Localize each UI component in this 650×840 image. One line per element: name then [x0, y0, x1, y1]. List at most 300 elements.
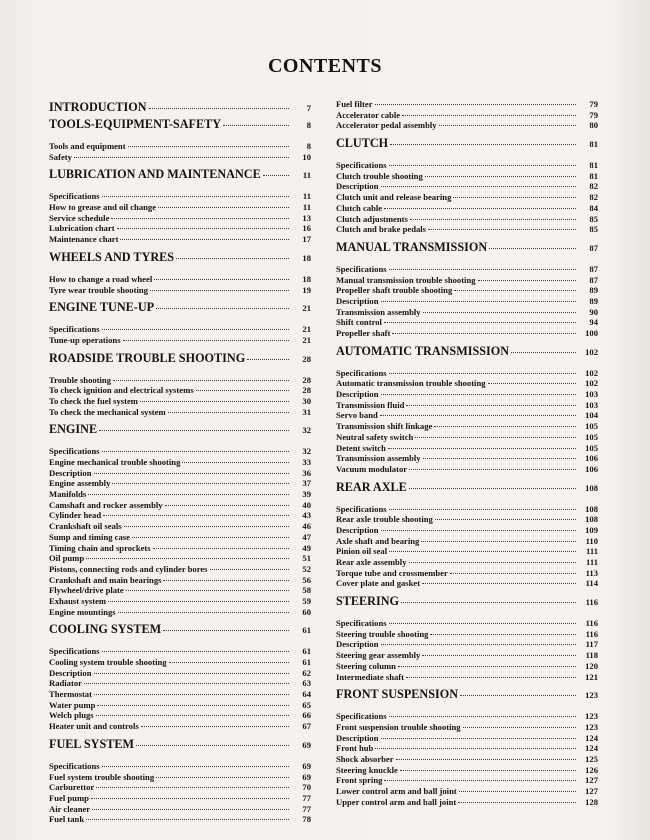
toc-section-heading [336, 135, 598, 152]
dot-leader [120, 239, 289, 240]
section-title: ENGINE [49, 422, 98, 437]
page-number: 105 [585, 421, 598, 432]
dot-leader [459, 791, 576, 792]
page-number: 80 [589, 120, 598, 131]
toc-entry [336, 410, 598, 421]
entry-label: Shock absorber [336, 753, 394, 764]
dot-leader [196, 390, 289, 391]
page-number: 60 [302, 606, 311, 617]
toc-section-heading [336, 686, 598, 703]
toc-section-heading [49, 350, 311, 367]
dot-leader [156, 777, 289, 778]
entry-label: Crankshaft oil seals [49, 521, 122, 532]
entry-label: Clutch cable [336, 202, 383, 213]
dot-leader [388, 448, 576, 449]
dot-leader [384, 780, 576, 781]
page-number: 102 [585, 378, 598, 389]
page-number: 127 [585, 775, 598, 786]
dot-leader [149, 108, 289, 109]
dot-leader [381, 186, 577, 187]
page-number: 124 [585, 743, 598, 754]
toc-entry [336, 328, 598, 339]
page-number: 89 [589, 295, 598, 306]
toc-entry [49, 793, 311, 804]
entry-label: Transmission assembly [336, 306, 421, 317]
page-number: 81 [589, 170, 598, 181]
dot-leader [210, 569, 289, 570]
toc-section-heading [49, 299, 311, 316]
toc-column-right [336, 99, 598, 807]
page-number: 106 [585, 463, 598, 474]
section-title: REAR AXLE [336, 479, 407, 494]
dot-leader [88, 494, 289, 495]
toc-entry [336, 629, 598, 640]
page-number: 125 [585, 753, 598, 764]
section-title: WHEELS AND TYRES [49, 249, 175, 264]
entry-label: Tune-up operations [49, 334, 121, 345]
section-title: FUEL SYSTEM [49, 736, 134, 751]
dot-leader [103, 515, 289, 516]
entry-label: Lubrication chart [49, 223, 115, 234]
toc-entry [336, 464, 598, 475]
page-number: 126 [585, 764, 598, 775]
entry-label: Clutch unit and release bearing [336, 192, 452, 203]
toc-entry [49, 710, 311, 721]
dot-leader [182, 462, 289, 463]
dot-leader [94, 694, 289, 695]
section-title: TOOLS-EQUIPMENT-SAFETY [49, 117, 222, 131]
dot-leader [126, 590, 289, 591]
toc-entry [336, 443, 598, 454]
entry-label: Shift control [336, 317, 382, 328]
entry-label: Fuel filter [336, 99, 373, 109]
entry-label: Description [336, 639, 379, 650]
toc-entry [49, 646, 311, 657]
toc-entry [336, 368, 598, 379]
dot-leader [406, 677, 576, 678]
page-number: 128 [585, 796, 598, 807]
section-title: INTRODUCTION [49, 100, 147, 114]
dot-leader [74, 157, 289, 158]
entry-label: To check ignition and electrical systems [49, 385, 194, 396]
toc-entry [336, 99, 598, 110]
toc-section-heading [49, 421, 311, 438]
dot-leader [163, 630, 289, 631]
dot-leader [84, 683, 289, 684]
dot-leader [409, 488, 576, 489]
dot-leader [423, 458, 576, 459]
toc-entry [336, 421, 598, 432]
toc-entry [49, 772, 311, 783]
toc-entry [336, 711, 598, 722]
entry-label: Description [336, 181, 379, 192]
toc-entry [336, 224, 598, 235]
toc-section-heading [49, 621, 311, 638]
entry-label: Engine mechanical trouble shooting [49, 457, 181, 467]
page-title: CONTENTS [267, 55, 383, 77]
entry-label: Description [336, 389, 379, 400]
page-number: 108 [585, 514, 598, 525]
dot-leader [140, 401, 289, 402]
page-number: 102 [585, 346, 598, 357]
entry-label: Servo band [336, 410, 378, 421]
entry-label: Detent switch [336, 442, 386, 453]
page-number: 79 [589, 109, 598, 120]
entry-label: Neutral safety switch [336, 431, 414, 442]
dot-leader [97, 705, 289, 706]
page-number: 47 [302, 531, 311, 542]
page-number: 106 [585, 453, 598, 464]
page-number: 105 [585, 442, 598, 453]
page-number: 117 [585, 639, 598, 650]
dot-leader [263, 175, 289, 176]
page-number: 11 [302, 191, 311, 202]
dot-leader [154, 279, 289, 280]
page-number: 100 [585, 328, 598, 338]
toc-entry [336, 296, 598, 307]
page-number: 61 [302, 625, 311, 636]
page-number: 103 [585, 389, 598, 400]
page-number: 81 [589, 160, 598, 171]
dot-leader [488, 383, 576, 384]
page-number: 103 [585, 399, 598, 410]
toc-entry [336, 453, 598, 464]
dot-leader [389, 165, 576, 166]
page-number: 59 [302, 595, 311, 606]
toc-entry [336, 285, 598, 296]
entry-label: Accelerator pedal assembly [336, 120, 437, 131]
entry-label: Pistons, connecting rods and cylinder bores [49, 563, 208, 574]
page-number: 19 [302, 284, 311, 295]
dot-leader [223, 125, 289, 126]
toc-column-left [49, 99, 311, 825]
page-number: 40 [302, 499, 311, 510]
page-number: 82 [589, 192, 598, 203]
entry-label: Fuel pump [49, 792, 89, 803]
page-number: 16 [302, 223, 311, 234]
page-number: 49 [302, 542, 311, 553]
entry-label: Steering column [336, 660, 396, 671]
entry-label: Clutch trouble shooting [336, 170, 423, 181]
dot-leader [384, 208, 576, 209]
page-number: 108 [585, 503, 598, 514]
dot-leader [423, 312, 576, 313]
entry-label: Thermostat [49, 689, 92, 700]
page-number: 61 [302, 657, 311, 667]
toc-entry [49, 596, 311, 607]
page-number: 116 [585, 597, 598, 608]
toc-entry [49, 575, 311, 586]
page-number: 113 [585, 567, 598, 578]
page-number: 7 [306, 103, 311, 113]
toc-entry [49, 543, 311, 554]
entry-label: Maintenance chart [49, 234, 119, 245]
page-number: 69 [302, 771, 311, 782]
entry-label: Radiator [49, 678, 82, 689]
entry-label: To check the fuel system [49, 395, 138, 406]
dot-leader [489, 248, 576, 249]
entry-label: Lower control arm and ball joint [336, 786, 457, 796]
toc-entry [49, 700, 311, 711]
dot-leader [112, 483, 289, 484]
entry-label: Specifications [336, 160, 387, 171]
page-number: 123 [585, 711, 598, 722]
dot-leader [389, 716, 576, 717]
toc-entry [49, 657, 311, 668]
page-number: 109 [585, 524, 598, 535]
toc-entry [49, 457, 311, 468]
page-number: 37 [302, 478, 311, 489]
page-number: 36 [302, 467, 311, 478]
dot-leader [150, 290, 289, 291]
dot-leader [117, 228, 289, 229]
dot-leader [381, 394, 577, 395]
toc-entry [49, 446, 311, 457]
dot-leader [425, 176, 576, 177]
section-title: COOLING SYSTEM [49, 622, 162, 637]
entry-label: Engine mountings [49, 606, 116, 617]
entry-label: Description [336, 524, 379, 535]
toc-entry [336, 525, 598, 536]
entry-label: Specifications [336, 711, 387, 722]
page-number: 84 [589, 202, 598, 213]
toc-section-heading [49, 166, 311, 183]
toc-entry [336, 307, 598, 318]
toc-entry [49, 468, 311, 479]
dot-leader [102, 196, 289, 197]
dot-leader [96, 787, 289, 788]
dot-leader [384, 322, 576, 323]
toc-entry [336, 568, 598, 579]
page-number: 120 [585, 660, 598, 671]
dot-leader [158, 207, 289, 208]
page-number: 108 [585, 482, 598, 493]
entry-label: Intermediate shaft [336, 671, 405, 682]
entry-label: Accelerator cable [336, 109, 401, 120]
dot-leader [136, 745, 289, 746]
entry-label: Front hub [336, 743, 374, 754]
page-number: 79 [589, 99, 598, 109]
entry-label: Steering gear assembly [336, 650, 421, 661]
entry-label: Timing chain and sprockets [49, 542, 151, 553]
entry-label: Transmission shift linkage [336, 421, 433, 432]
dot-leader [439, 125, 576, 126]
toc-entry [49, 324, 311, 335]
page-number: 118 [585, 650, 598, 661]
toc-entry [49, 510, 311, 521]
page-number: 11 [302, 202, 311, 213]
entry-label: Cooling system trouble shooting [49, 657, 167, 667]
page-number: 111 [586, 546, 598, 557]
toc-entry [336, 786, 598, 797]
dot-leader [422, 655, 576, 656]
toc-entry [336, 578, 598, 589]
dot-leader [390, 144, 576, 145]
toc-entry [336, 536, 598, 547]
dot-leader [458, 802, 576, 803]
entry-label: Cylinder head [49, 510, 102, 521]
dot-leader [123, 340, 289, 341]
dot-leader [163, 580, 289, 581]
entry-label: Fuel system trouble shooting [49, 771, 155, 782]
dot-leader [128, 146, 289, 147]
dot-leader [176, 258, 289, 259]
toc-entry [336, 733, 598, 744]
dot-leader [375, 104, 576, 105]
toc-entry [336, 672, 598, 683]
page-number: 81 [589, 139, 598, 150]
page-number: 116 [585, 618, 598, 629]
page-number: 21 [302, 334, 311, 345]
dot-leader [118, 612, 289, 613]
page-number: 18 [302, 252, 311, 263]
toc-entry [336, 275, 598, 286]
entry-label: Specifications [49, 191, 100, 202]
page-number: 67 [302, 721, 311, 732]
entry-label: Water pump [49, 699, 96, 710]
dot-leader [102, 451, 289, 452]
dot-leader [392, 333, 576, 334]
entry-label: Upper control arm and ball joint [336, 796, 457, 807]
entry-label: Clutch adjustments [336, 213, 408, 224]
toc-entry [336, 389, 598, 400]
entry-label: Heater unit and controls [49, 721, 139, 732]
page-number: 13 [302, 212, 311, 223]
dot-leader [402, 115, 576, 116]
toc-entry [336, 661, 598, 672]
section-title: STEERING [336, 594, 399, 609]
page-number: 87 [589, 274, 598, 285]
dot-leader [141, 726, 289, 727]
toc-entry [336, 192, 598, 203]
dot-leader [396, 759, 576, 760]
toc-entry [336, 120, 598, 131]
entry-label: Safety [49, 151, 72, 162]
entry-label: Carburettor [49, 782, 95, 793]
entry-label: Welch plugs [49, 710, 94, 721]
page-number: 28 [302, 385, 311, 396]
dot-leader [380, 415, 576, 416]
toc-entry [336, 797, 598, 808]
section-title: ROADSIDE TROUBLE SHOOTING [49, 350, 246, 365]
dot-leader [389, 373, 576, 374]
toc-entry [49, 521, 311, 532]
entry-label: Oil pump [49, 553, 85, 564]
entry-label: Steering knuckle [336, 764, 398, 775]
toc-entry [336, 378, 598, 389]
toc-section-heading [49, 249, 311, 266]
page-number: 114 [585, 578, 598, 589]
entry-label: Vacuum modulator [336, 463, 408, 474]
entry-label: How to grease and oil change [49, 202, 157, 213]
entry-label: Specifications [49, 446, 100, 457]
page-number: 11 [302, 170, 311, 181]
dot-leader [381, 530, 577, 531]
toc-entry [336, 264, 598, 275]
toc-entry [49, 761, 311, 772]
dot-leader [398, 666, 576, 667]
toc-entry [49, 202, 311, 213]
entry-label: Manual transmission trouble shooting [336, 274, 476, 285]
page-number: 87 [589, 263, 598, 274]
dot-leader [86, 558, 289, 559]
toc-entry [336, 110, 598, 121]
dot-leader [94, 473, 290, 474]
entry-label: Description [49, 467, 92, 478]
page-number: 28 [302, 374, 311, 385]
toc-section-heading [49, 99, 311, 116]
entry-label: Specifications [49, 324, 100, 335]
page-number: 64 [302, 689, 311, 700]
toc-entry [49, 489, 311, 500]
toc-entry [49, 285, 311, 296]
page-number: 21 [302, 303, 311, 314]
entry-label: Trouble shooting [49, 374, 112, 385]
dot-leader [102, 329, 289, 330]
toc-entry [49, 274, 311, 285]
toc-entry [336, 432, 598, 443]
entry-label: Pinion oil seal [336, 546, 388, 557]
page-number: 30 [302, 395, 311, 406]
page-number: 123 [585, 690, 598, 701]
dot-leader [410, 219, 576, 220]
page-number: 31 [302, 406, 311, 417]
dot-leader [153, 548, 289, 549]
page-number: 63 [302, 678, 311, 689]
toc-entry [49, 500, 311, 511]
entry-label: Specifications [336, 618, 387, 629]
page-number: 87 [589, 242, 598, 253]
toc-entry [49, 396, 311, 407]
dot-leader [453, 197, 576, 198]
page-number: 77 [302, 803, 311, 814]
toc-entry [336, 317, 598, 328]
page-number: 78 [302, 814, 311, 825]
toc-section-heading [336, 593, 598, 610]
toc-section-heading [336, 479, 598, 496]
toc-entry [336, 546, 598, 557]
entry-label: Torque tube and crossmember [336, 567, 448, 578]
toc-entry [49, 607, 311, 618]
entry-label: Exhaust system [49, 595, 107, 606]
dot-leader [102, 766, 289, 767]
entry-label: Front suspension trouble shooting [336, 721, 461, 732]
entry-label: Specifications [336, 367, 387, 378]
dot-leader [460, 695, 576, 696]
entry-label: Propeller shaft trouble shooting [336, 285, 453, 296]
entry-label: Specifications [49, 646, 100, 657]
dot-leader [156, 308, 289, 309]
entry-label: Specifications [336, 263, 387, 274]
page-number: 124 [585, 732, 598, 743]
toc-section-heading [49, 116, 311, 133]
toc-entry [49, 213, 311, 224]
dot-leader [463, 727, 576, 728]
toc-section-heading [49, 736, 311, 753]
toc-entry [336, 171, 598, 182]
entry-label: Specifications [336, 503, 387, 514]
toc-entry [49, 814, 311, 825]
dot-leader [168, 412, 289, 413]
entry-label: Sump and timing case [49, 531, 130, 542]
entry-label: Cover plate and gasket [336, 578, 421, 589]
entry-label: Tools and equipment [49, 141, 126, 151]
toc-entry [336, 203, 598, 214]
entry-label: How to change a road wheel [49, 273, 153, 284]
page-number: 127 [585, 786, 598, 796]
toc-entry [336, 765, 598, 776]
entry-label: Propeller shaft [336, 328, 391, 338]
